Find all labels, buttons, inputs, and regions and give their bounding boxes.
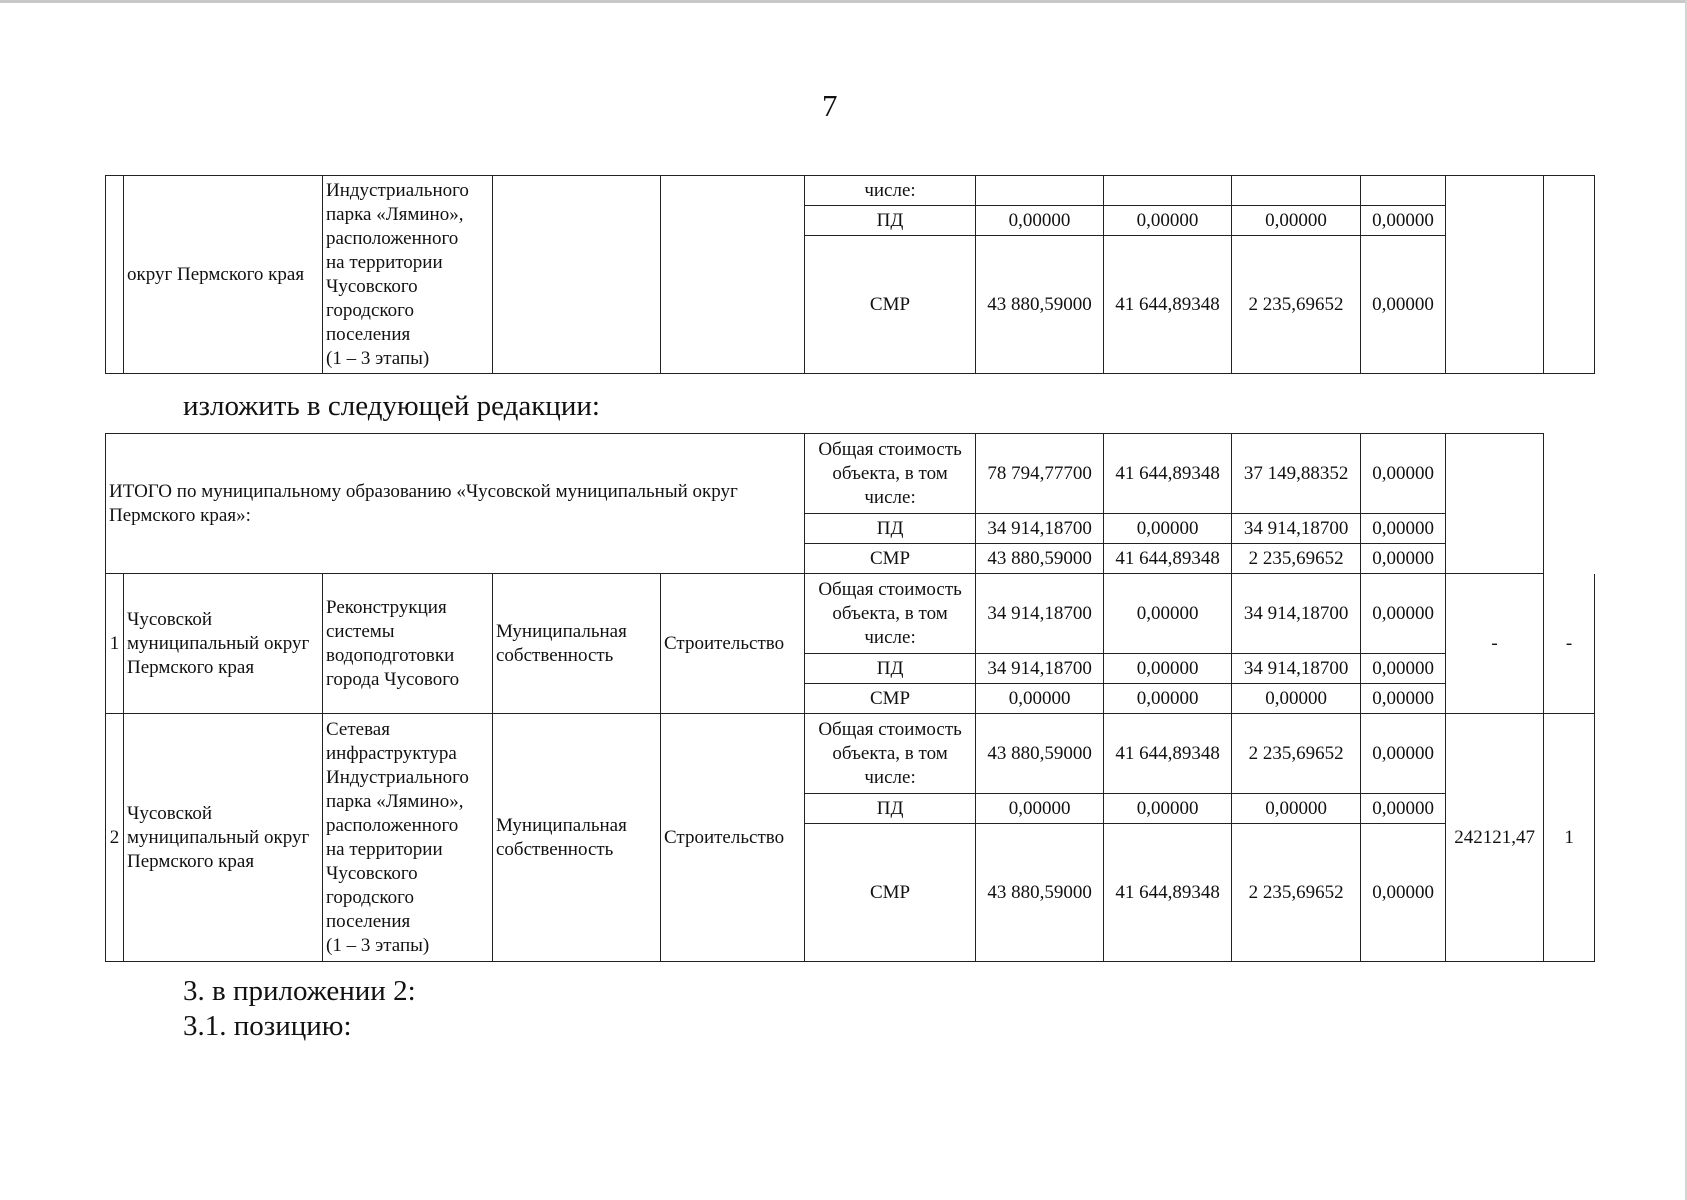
value-cell: 41 644,89348: [1104, 824, 1232, 962]
value-cell: 0,00000: [1361, 544, 1446, 574]
page-number: 7: [822, 88, 838, 123]
item-number: 2: [106, 714, 124, 962]
cost-label: числе:: [805, 176, 976, 206]
extra-cell: [1446, 434, 1544, 574]
value-cell: 0,00000: [1104, 794, 1232, 824]
work-type-cell: Строительство: [661, 714, 805, 962]
value-cell: 34 914,18700: [976, 514, 1104, 544]
value-cell: [1361, 176, 1446, 206]
value-cell: 2 235,69652: [1232, 236, 1361, 374]
ownership-cell: [493, 176, 661, 374]
value-cell: 37 149,88352: [1232, 434, 1361, 514]
work-type-cell: [661, 176, 805, 374]
value-cell: 34 914,18700: [1232, 514, 1361, 544]
municipality-cell: Чусовской муниципальный округ Пермского края: [124, 574, 323, 714]
value-cell: 43 880,59000: [976, 544, 1104, 574]
cost-label: Общая стоимость объекта, в том числе:: [805, 574, 976, 654]
municipality-cell: Чусовской муниципальный округ Пермского края: [124, 714, 323, 962]
cost-label: СМР: [805, 824, 976, 962]
value-cell: 0,00000: [1232, 794, 1361, 824]
value-cell: [1232, 176, 1361, 206]
index-cell: [106, 176, 124, 374]
value-cell: 0,00000: [1361, 514, 1446, 544]
item-number: 1: [106, 574, 124, 714]
object-name-cell: Сетевая инфраструктура Индустриального парка «Лямино», расположенного на территории Чусовского городского поселения (1 – 3 этапы): [323, 714, 493, 962]
extra-cell: 1: [1544, 714, 1595, 962]
value-cell: 41 644,89348: [1104, 714, 1232, 794]
value-cell: 0,00000: [1104, 684, 1232, 714]
work-type-cell: Строительство: [661, 574, 805, 714]
value-cell: 43 880,59000: [976, 714, 1104, 794]
total-label: ИТОГО по муниципальному образованию «Чусовской муниципальный округ Пермского края»:: [106, 434, 805, 574]
value-cell: [1104, 176, 1232, 206]
value-cell: 0,00000: [1361, 794, 1446, 824]
extra-cell: [1446, 176, 1544, 374]
continued-table: [105, 175, 1595, 374]
scan-edge-top: [0, 0, 1687, 3]
value-cell: 0,00000: [1232, 206, 1361, 236]
cost-label: Общая стоимость объекта, в том числе:: [805, 714, 976, 794]
value-cell: 43 880,59000: [976, 236, 1104, 374]
value-cell: 0,00000: [976, 794, 1104, 824]
cost-label: СМР: [805, 544, 976, 574]
extra-cell: 242121,47: [1446, 714, 1544, 962]
cost-label: ПД: [805, 206, 976, 236]
extra-cell: -: [1544, 574, 1595, 714]
value-cell: 2 235,69652: [1232, 714, 1361, 794]
value-cell: 0,00000: [1361, 654, 1446, 684]
value-cell: 0,00000: [1104, 206, 1232, 236]
ownership-cell: Муниципальная собственность: [493, 714, 661, 962]
value-cell: 43 880,59000: [976, 824, 1104, 962]
value-cell: 0,00000: [1361, 684, 1446, 714]
instruction-text: 3.1. позицию:: [183, 1010, 352, 1042]
value-cell: 0,00000: [1361, 236, 1446, 374]
value-cell: 2 235,69652: [1232, 824, 1361, 962]
value-cell: 0,00000: [1361, 574, 1446, 654]
value-cell: 0,00000: [1232, 684, 1361, 714]
instruction-text: 3. в приложении 2:: [183, 975, 416, 1007]
object-name-cell: Индустриального парка «Лямино», расположенного на территории Чусовского городского поселения (1 – 3 этапы): [323, 176, 493, 374]
value-cell: 0,00000: [1104, 574, 1232, 654]
value-cell: 0,00000: [1104, 654, 1232, 684]
value-cell: 41 644,89348: [1104, 434, 1232, 514]
value-cell: 78 794,77700: [976, 434, 1104, 514]
instruction-text: изложить в следующей редакции:: [183, 390, 600, 422]
cost-label: ПД: [805, 794, 976, 824]
value-cell: 0,00000: [976, 206, 1104, 236]
value-cell: [976, 176, 1104, 206]
ownership-cell: Муниципальная собственность: [493, 574, 661, 714]
cost-label: СМР: [805, 236, 976, 374]
value-cell: 0,00000: [1361, 824, 1446, 962]
value-cell: 41 644,89348: [1104, 544, 1232, 574]
municipality-cell: округ Пермского края: [124, 176, 323, 374]
new-edition-table: [105, 433, 1595, 962]
cost-label: ПД: [805, 654, 976, 684]
value-cell: 34 914,18700: [1232, 654, 1361, 684]
value-cell: 0,00000: [1361, 714, 1446, 794]
value-cell: 2 235,69652: [1232, 544, 1361, 574]
object-name-cell: Реконструкция системы водоподготовки города Чусового: [323, 574, 493, 714]
cost-label: Общая стоимость объекта, в том числе:: [805, 434, 976, 514]
cost-label: СМР: [805, 684, 976, 714]
extra-cell: -: [1446, 574, 1544, 714]
extra-cell: [1544, 434, 1595, 574]
value-cell: 34 914,18700: [976, 574, 1104, 654]
value-cell: 0,00000: [1104, 514, 1232, 544]
value-cell: 34 914,18700: [1232, 574, 1361, 654]
value-cell: 41 644,89348: [1104, 236, 1232, 374]
value-cell: 0,00000: [1361, 206, 1446, 236]
cost-label: ПД: [805, 514, 976, 544]
value-cell: 0,00000: [1361, 434, 1446, 514]
extra-cell: [1544, 176, 1595, 374]
value-cell: 0,00000: [976, 684, 1104, 714]
value-cell: 34 914,18700: [976, 654, 1104, 684]
